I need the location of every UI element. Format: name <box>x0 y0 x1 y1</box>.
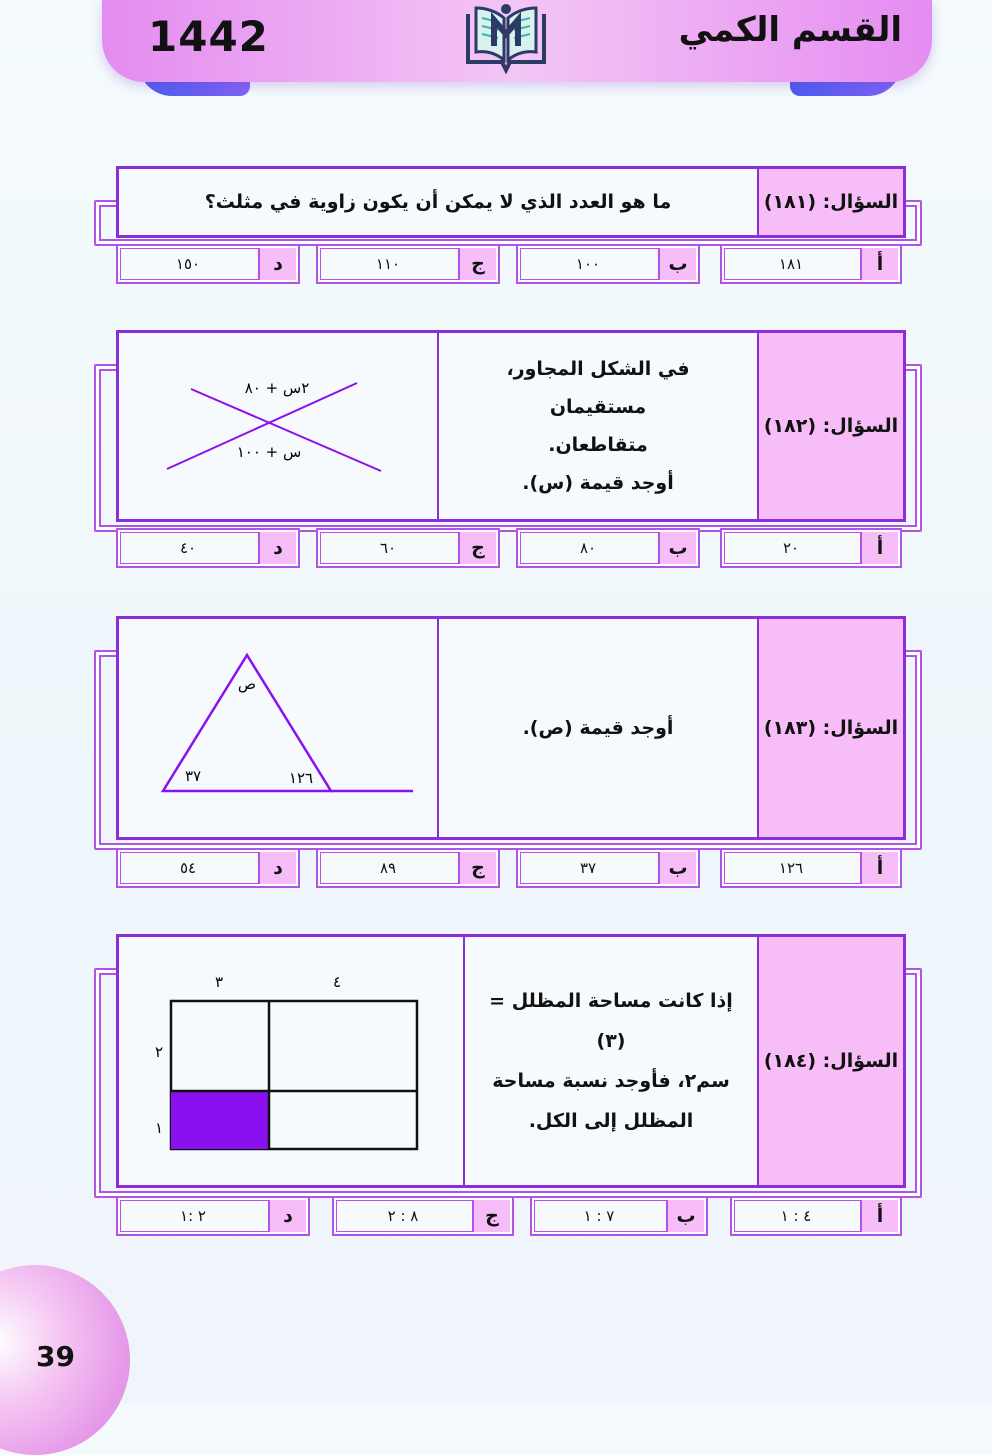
triangle-figure <box>119 619 435 837</box>
answer-option-a[interactable] <box>730 1196 902 1236</box>
answer-letter: ب <box>658 852 696 884</box>
answer-letter: أ <box>860 248 898 280</box>
top-right-dimension: ٤ <box>332 973 342 991</box>
answer-value: ٨ : ٢ <box>387 1207 419 1225</box>
answer-value: ٤ : ١ <box>780 1207 812 1225</box>
question-box <box>116 166 906 238</box>
answer-row <box>116 848 902 886</box>
answer-letter: د <box>268 1200 306 1232</box>
answer-value: ٥٤ <box>179 859 197 877</box>
apex-angle-label: ص <box>237 675 257 693</box>
rectangle-grid-figure <box>119 937 461 1185</box>
answer-option-d[interactable] <box>116 244 300 284</box>
answer-option-b[interactable] <box>516 848 700 888</box>
answer-value: ٢٠ <box>782 539 800 557</box>
answer-option-c[interactable] <box>316 528 500 568</box>
answer-option-a[interactable] <box>720 244 902 284</box>
answer-letter: ب <box>658 248 696 280</box>
answer-letter: أ <box>860 532 898 564</box>
question-text: ما هو العدد الذي لا يمكن أن يكون زاوية في مثلث؟ <box>204 191 672 213</box>
answer-value: ١٥٠ <box>175 255 201 273</box>
answer-letter: ج <box>458 248 496 280</box>
answer-value: ٤٠ <box>179 539 197 557</box>
answer-value: ٨٠ <box>579 539 597 557</box>
question-text: أوجد قيمة (ص). <box>522 717 674 739</box>
question-text-line: سم٢، فأوجد نسبة مساحة <box>492 1070 730 1092</box>
answer-value: ٧ : ١ <box>583 1207 615 1225</box>
question-label: السؤال: (١٨٤) <box>757 937 903 1185</box>
answer-letter: أ <box>860 852 898 884</box>
left-angle-label: ٣٧ <box>184 767 202 785</box>
answer-option-b[interactable] <box>530 1196 708 1236</box>
question-box <box>116 330 906 522</box>
header-year: 1442 <box>148 12 269 61</box>
answer-option-d[interactable] <box>116 1196 310 1236</box>
question-text <box>465 937 757 1185</box>
answer-value: ١٢٦ <box>778 859 804 877</box>
answer-value: ٦٠ <box>379 539 397 557</box>
side-bottom-dimension: ١ <box>154 1119 164 1137</box>
answer-value: ١٠٠ <box>575 255 601 273</box>
question-figure <box>119 333 439 519</box>
answer-letter: د <box>258 852 296 884</box>
answer-letter: ب <box>666 1200 704 1232</box>
answer-row <box>116 1196 902 1234</box>
answer-option-b[interactable] <box>516 244 700 284</box>
answer-letter: د <box>258 532 296 564</box>
answer-row <box>116 528 902 566</box>
question-text-line: أوجد قيمة (س). <box>522 472 674 494</box>
answer-value: ٣٧ <box>579 859 597 877</box>
book-logo-icon <box>458 0 554 74</box>
question-box <box>116 616 906 840</box>
answer-option-d[interactable] <box>116 848 300 888</box>
answer-letter: ب <box>658 532 696 564</box>
answer-option-c[interactable] <box>316 848 500 888</box>
answer-option-a[interactable] <box>720 528 902 568</box>
answer-letter: ج <box>458 852 496 884</box>
answer-value: ٨٩ <box>379 859 397 877</box>
intersecting-lines-figure <box>119 333 435 519</box>
question-text-line: المظلل إلى الكل. <box>528 1110 694 1132</box>
question-box <box>116 934 906 1188</box>
answer-option-c[interactable] <box>332 1196 514 1236</box>
answer-option-d[interactable] <box>116 528 300 568</box>
question-text <box>439 333 757 519</box>
header-title: القسم الكمي <box>678 10 902 50</box>
side-top-dimension: ٢ <box>154 1043 164 1061</box>
exterior-angle-label: ١٢٦ <box>288 769 314 787</box>
question-figure <box>119 619 439 837</box>
shaded-region <box>171 1091 269 1149</box>
angle-label-top: ٢س + ٨٠ <box>244 379 310 397</box>
answer-option-a[interactable] <box>720 848 902 888</box>
answer-letter: أ <box>860 1200 898 1232</box>
answer-value: ٢ :١ <box>180 1207 206 1225</box>
answer-letter: ج <box>472 1200 510 1232</box>
question-label: السؤال: (١٨١) <box>757 169 903 235</box>
answer-letter: ج <box>458 532 496 564</box>
question-label: السؤال: (١٨٣) <box>757 619 903 837</box>
question-label: السؤال: (١٨٢) <box>757 333 903 519</box>
answer-row <box>116 244 902 282</box>
question-figure <box>119 937 465 1185</box>
answer-option-c[interactable] <box>316 244 500 284</box>
top-left-dimension: ٣ <box>214 973 224 991</box>
answer-value: ١١٠ <box>375 255 401 273</box>
question-text-line: إذا كانت مساحة المظلل = (٣) <box>489 990 733 1052</box>
answer-option-b[interactable] <box>516 528 700 568</box>
angle-label-bottom: س + ١٠٠ <box>236 443 302 461</box>
question-text-line: في الشكل المجاور، مستقيمان <box>506 358 690 418</box>
question-text-line: متقاطعان. <box>548 434 648 456</box>
answer-letter: د <box>258 248 296 280</box>
page-number: 39 <box>36 1340 75 1373</box>
answer-value: ١٨١ <box>778 255 804 273</box>
